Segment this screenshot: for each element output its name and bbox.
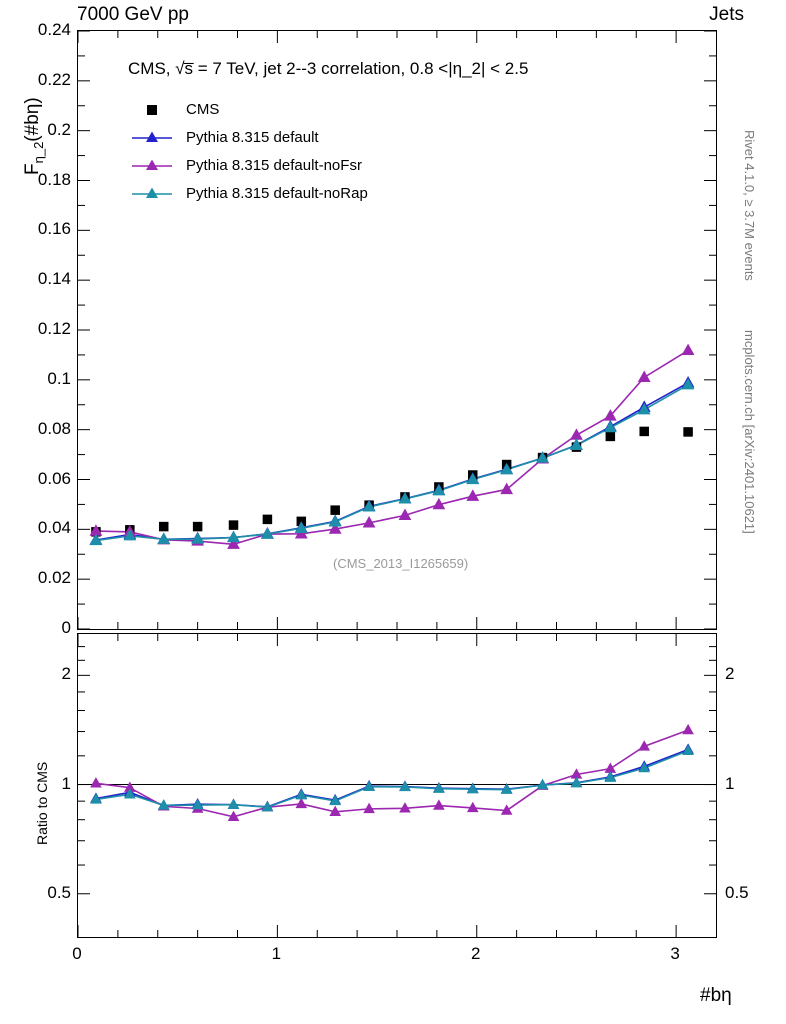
y-tick-label: 0.18 bbox=[37, 169, 71, 189]
ratio-plot-panel bbox=[77, 633, 717, 938]
ratio-y-tick-label: 0.5 bbox=[47, 882, 71, 902]
y-axis-title: $F_{\eta\_2}(\#b\eta)$ bbox=[22, 97, 46, 175]
analysis-id-watermark: (CMS_2013_I1265659) bbox=[333, 556, 469, 571]
y-tick-label: 0 bbox=[61, 618, 71, 637]
x-tick-label: 0 bbox=[72, 944, 82, 963]
legend-label: Pythia 8.315 default-noFsr bbox=[186, 157, 362, 174]
y-tick-label: 0.14 bbox=[37, 269, 71, 289]
y-tick-label: 0.2 bbox=[47, 119, 71, 139]
legend-label: Pythia 8.315 default bbox=[186, 129, 319, 146]
y-tick-label: 0.08 bbox=[37, 418, 71, 438]
ratio-plot-canvas bbox=[78, 634, 716, 937]
y-tick-label: 0.02 bbox=[37, 568, 71, 588]
header-beam-label: 7000 GeV pp bbox=[77, 4, 189, 25]
legend-triangle-marker-icon bbox=[130, 130, 176, 151]
rivet-version-label: Rivet 4.1.0, ≥ 3.7M events bbox=[742, 130, 757, 281]
legend-label: Pythia 8.315 default-noRap bbox=[186, 185, 368, 202]
x-tick-label: 2 bbox=[471, 944, 481, 963]
x-axis-title: #bη bbox=[700, 985, 732, 1006]
y-tick-label: 0.1 bbox=[47, 368, 71, 388]
x-tick-label: 1 bbox=[271, 944, 282, 963]
ratio-y-tick-label: 1 bbox=[61, 773, 71, 793]
legend-square-marker-icon bbox=[130, 102, 176, 123]
ratio-y-tick-label: 2 bbox=[61, 664, 71, 684]
y-tick-label: 0.06 bbox=[37, 468, 71, 488]
plot-title: CMS, √s̅ = 7 TeV, jet 2--3 correlation, 0.8 <|η_2| < 2.5 bbox=[128, 59, 529, 78]
ratio-y-tick-label-right: 2 bbox=[725, 664, 735, 684]
legend-triangle-marker-icon bbox=[130, 158, 176, 179]
legend-label: CMS bbox=[186, 101, 220, 118]
header-analysis-label: Jets bbox=[709, 4, 744, 25]
legend-triangle-marker-icon bbox=[130, 186, 176, 207]
y-tick-label: 0.04 bbox=[37, 518, 71, 538]
ratio-y-axis-title: Ratio to CMS bbox=[34, 761, 50, 845]
y-tick-label: 0.24 bbox=[37, 20, 71, 39]
y-tick-label: 0.22 bbox=[37, 69, 71, 89]
ratio-y-tick-label-right: 0.5 bbox=[725, 882, 749, 902]
arxiv-reference-label: mcplots.cern.ch [arXiv:2401.10621] bbox=[742, 330, 757, 534]
y-tick-label: 0.12 bbox=[37, 319, 71, 338]
ratio-y-tick-label-right: 1 bbox=[725, 773, 735, 793]
x-tick-label: 3 bbox=[670, 944, 680, 963]
y-tick-label: 0.16 bbox=[37, 219, 71, 239]
